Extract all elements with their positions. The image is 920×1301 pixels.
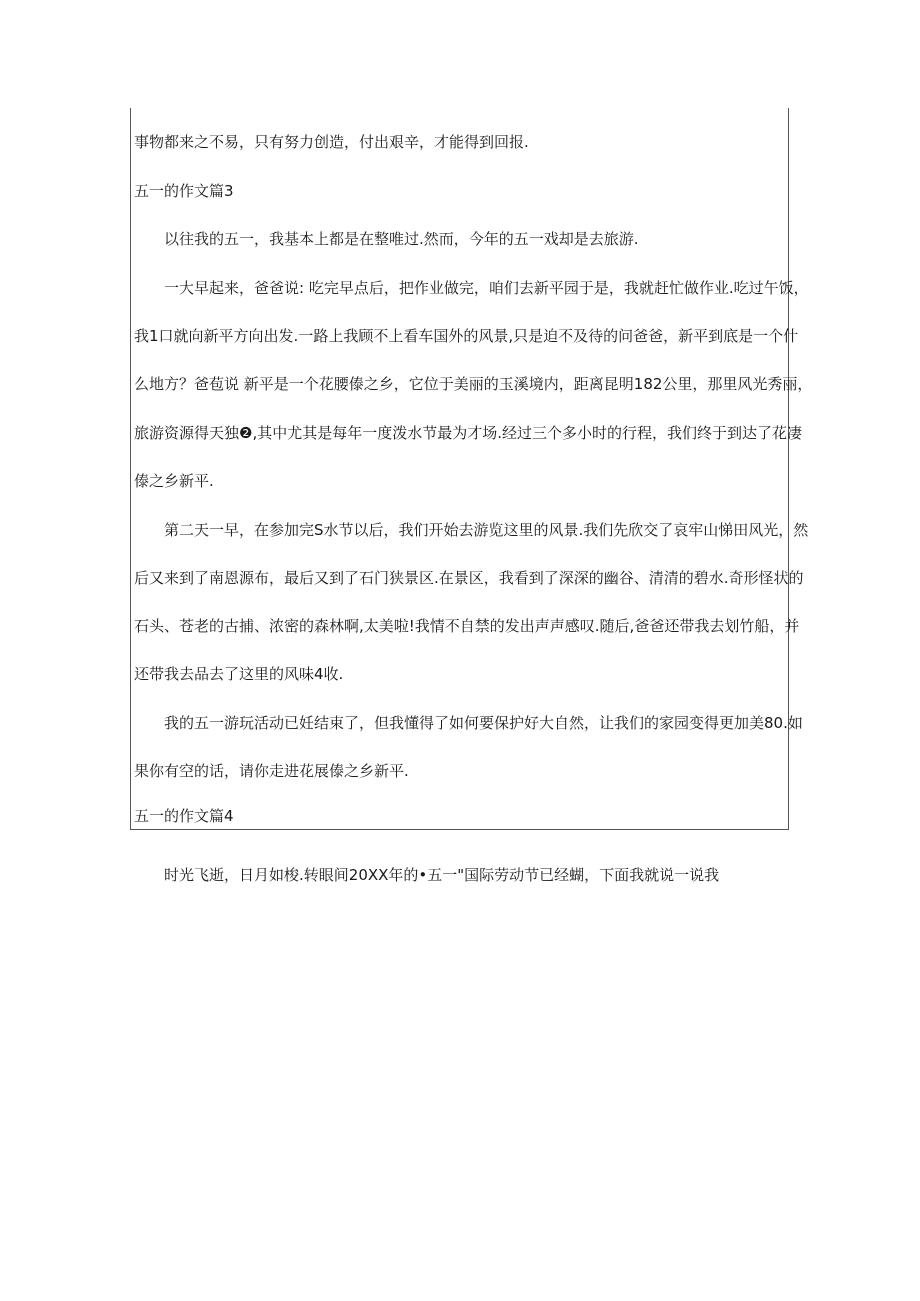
paragraph-line: 我的五一游玩活动已妊结束了，但我懂得了如何要保护好大自然，让我们的家园变得更加美80.如: [164, 714, 803, 732]
paragraph-line: 傣之乡新平.: [134, 472, 214, 490]
paragraph-line: 第二天一早，在参加完S水节以后，我们开始去游览这里的风景.我们先欣交了哀牢山悌田风光，然: [164, 521, 809, 539]
paragraph-line: 以往我的五一，我基本上都是在整唯过.然而，今年的五一戏却是去旅游.: [164, 230, 639, 248]
paragraph-line: 一大早起来，爸爸说: 吃完早点后，把作业做完，咱们去新平园于是，我就赶忙做作业.吃过午饭，: [164, 279, 809, 297]
paragraph-line: 旅游资源得天独❷,其中尤其是每年一度泼水节最为才场.经过三个多小时的行程，我们终于到达了花凄: [134, 424, 802, 442]
paragraph-line: 还带我去品去了这里的风味4收.: [134, 665, 344, 683]
paragraph-line-after-box: 时光飞逝，日月如梭.转眼间20XX年的•五一"国际劳动节已经蝴，下面我就说一说我: [164, 866, 720, 884]
paragraph-line: 么地方？爸苞说 新平是一个花腰傣之乡，它位于美丽的玉溪境内，距离昆明182公里，那里风光秀丽，: [134, 375, 813, 393]
text-line-conclusion: 事物都来之不易，只有努力创造，付出艰辛，才能得到回报.: [134, 133, 529, 151]
paragraph-line: 果你有空的话，请你走进花展傣之乡新平.: [134, 762, 409, 780]
paragraph-line: 我1口就向新平方向出发.一路上我顾不上看车国外的风景,只是迫不及待的问爸爸，新平到底是一个什: [134, 327, 799, 345]
paragraph-line: 后又来到了南恩源布，最后又到了石门狭景区.在景区，我看到了深深的幽谷、清清的碧水.奇形怪状的: [134, 569, 804, 587]
paragraph-line: 石头、苍老的古捕、浓密的森林啊,太美啦!我情不自禁的发出声声感叹.随后,爸爸还带我去划竹船，并: [134, 617, 800, 635]
heading-essay-3: 五一的作文篇3: [134, 182, 234, 200]
heading-essay-4: 五一的作文篇4: [134, 807, 234, 825]
